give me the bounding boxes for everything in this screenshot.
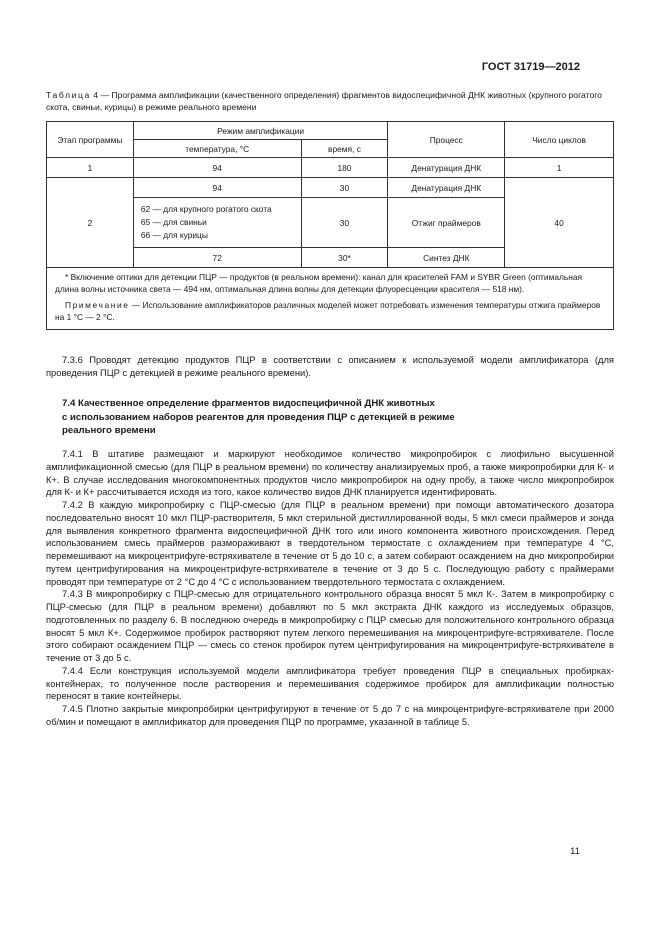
section-heading-7-4: 7.4 Качественное определение фрагментов видоспецифичной ДНК животных с использованием наборов реагентов для проведения ПЦР с детекцией в режиме реального времени: [62, 398, 455, 436]
paragraph-7-3-6: 7.3.6 Проводят детекцию продуктов ПЦР в соответствии с описанием к используемой модели амплификатора (для проведения ПЦР с детекцией в режиме реального времени).: [46, 355, 614, 378]
amplification-table: [46, 121, 614, 330]
standard-header: ГОСТ 31719—2012: [481, 61, 580, 73]
header-time: время, с: [301, 140, 388, 158]
paragraph-7-4-3: 7.4.3 В микропробирку с ПЦР-смесью для отрицательного контрольного образца вносят 5 мкл К-. Затем в микропробирку с ПЦР-смесью (для ПЦР в реальном времени) добавляют по 5 мкл экстракта ДНК каждого из исследуемых образцов, подготовленных по разделу 6. В последнюю очередь в микропробирку с ПЦР смесью для положительного контрольного образца вносят 5 мкл К+. Содержимое пробирок растворяют путем легкого перемешивания на микроцентрифуге-встряхивателе. После этого собирают осаждением ПЦР — смесь со стенок пробирок путем центрифугирования на микроцентрифуге-встряхивателе в течение от 3 до 5 с.: [46, 589, 614, 663]
table-caption-text: 4 — Программа амплификации (качественного определения) фрагментов видоспецифичной ДНК животных (крупного рогатого скота, свиньи, курицы) в режиме реального времени: [46, 90, 602, 112]
header-cycles: Число циклов: [505, 122, 614, 158]
table-note: [55, 300, 605, 323]
table-row: 1 94 180 Денатурация ДНК 1: [47, 158, 614, 178]
header-temperature: температура, °С: [133, 140, 301, 158]
note-text: — Использование амплификаторов различных моделей может потребовать изменения температуры отжига праймеров на 1 °С — 2 °С.: [55, 300, 601, 322]
table-footnotes: [47, 268, 614, 330]
table-footnote: * Включение оптики для детекции ПЦР — продуктов (в реальном времени): канал для красителей FAM и SYBR Green (оптимальная длина волны источника света — 494 нм, оптимальная длина волны для детекции флуоресценции красителя — 518 нм).: [55, 272, 583, 294]
table-row: 72 30* Синтез ДНК: [47, 248, 614, 268]
table-caption: [46, 89, 606, 113]
table-row: 2 94 30 Денатурация ДНК 40: [47, 178, 614, 198]
paragraph-7-4-1: 7.4.1 В штативе размещают и маркируют необходимое количество микропробирок с лиофильно высушенной амплификационной смесью (для ПЦР в реальном времени) по количеству анализируемых проб, а также микропробирки для К- и К+. В случае исследования многокомпонентных продуктов число микропробирок на одну пробу, а также число микропробирок для К- и К+ рассчитывается исходя из того, какое количество видов ДНК планируется идентифировать.: [46, 449, 614, 498]
table-caption-label: Таблица: [46, 90, 91, 100]
paragraph-7-4-2: 7.4.2 В каждую микропробирку с ПЦР-смесью (для ПЦР в реальном времени) при помощи автоматического дозатора последовательно вносят 10 мкл ПЦР-растворителя, 5 мкл стерильной дистиллированной воды, 5 мкл смеси праймеров и зонда для выявления конкретного фрагмента видоспецифичной ДНК того или иного компонента животного происхождения. Перед использованием смесь праймеров размораживают в твердотельном термостате с охлаждением при температуре 4 °С, перемешивают на микроцентрифуге-встряхивателе в течение от 5 до 10 с, а затем собирают осаждением на дно микропробирки путем центрифугирования на микроцентрифуге-встряхивателе в течение от 3 до 5 с. Последующую работу с праймерами проводят при температуре от 2 °С до 4 °С с использованием твердотельного термостата с охлаждением.: [46, 500, 614, 587]
table-row: 62 — для крупного рогатого скота 65 — для свиньи 66 — для курицы 30 Отжиг праймеров: [47, 198, 614, 248]
page-number: 11: [570, 846, 580, 857]
note-label: Примечание: [65, 300, 130, 310]
paragraph-7-4-4: 7.4.4 Если конструкция используемой модели амплификатора требует проведения ПЦР в специальных пробирках-контейнерах, то полученное после растворения и перемешивания содержимое пробирок для амплификации полностью переносят в такие контейнеры.: [46, 665, 614, 702]
header-stage: Этап программы: [47, 122, 134, 158]
header-process: Процесс: [388, 122, 505, 158]
section-7-4-body: [46, 448, 614, 729]
header-mode: Режим амплификации: [133, 122, 388, 140]
paragraph-7-4-5: 7.4.5 Плотно закрытые микропробирки центрифугируют в течение от 5 до 7 с на микроцентрифуге-встряхивателе при 2000 об/мин и помещают в амплификатор для проведения ПЦР по программе, указанной в таблице 5.: [46, 704, 614, 727]
annealing-temperatures: 62 — для крупного рогатого скота 65 — для свиньи 66 — для курицы: [133, 198, 301, 248]
